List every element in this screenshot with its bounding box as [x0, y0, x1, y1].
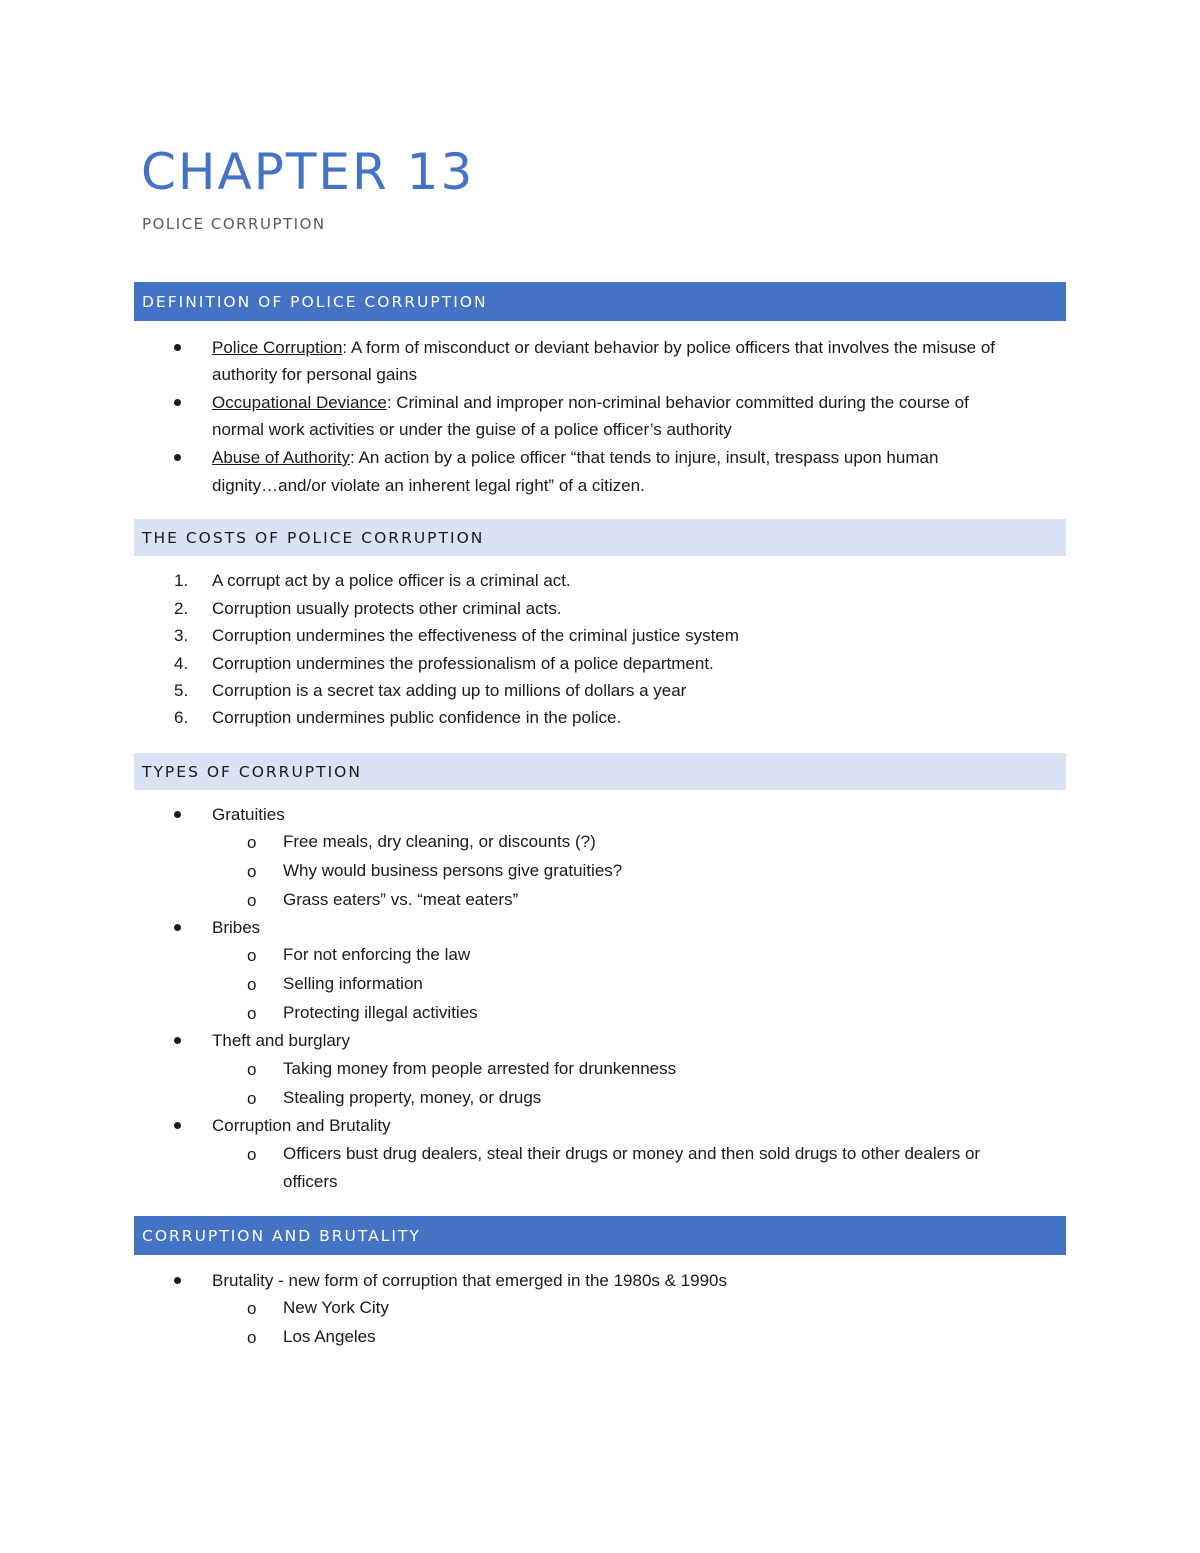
list-item: Corruption usually protects other criminal acts. — [212, 599, 562, 618]
definition-text-continued: authority for personal gains — [212, 365, 418, 384]
chapter-subtitle: POLICE CORRUPTION — [142, 215, 326, 233]
sub-bullet-icon: o — [247, 1145, 257, 1164]
list-number: 2. — [174, 599, 189, 618]
definition-item-occupational-deviance — [212, 391, 969, 415]
list-item-corruption-brutality: Corruption and Brutality — [212, 1116, 391, 1135]
list-number: 1. — [174, 571, 189, 590]
definition-text-continued: dignity…and/or violate an inherent legal right” of a citizen. — [212, 476, 645, 495]
term-label: Abuse of Authority — [212, 448, 350, 467]
bullet-icon — [174, 454, 181, 461]
definition-item-police-corruption — [212, 336, 995, 360]
section-header-brutality: CORRUPTION AND BRUTALITY — [134, 1216, 1066, 1255]
sub-bullet-icon: o — [247, 946, 257, 965]
list-number: 4. — [174, 654, 189, 673]
definition-text: : Criminal and improper non-criminal behavior committed during the course of — [386, 393, 969, 412]
list-item: Corruption is a secret tax adding up to millions of dollars a year — [212, 681, 687, 700]
sub-list-item: Why would business persons give gratuities? — [283, 861, 623, 880]
sub-bullet-icon: o — [247, 1060, 257, 1079]
sub-bullet-icon: o — [247, 1089, 257, 1108]
sub-list-item: Selling information — [283, 974, 423, 993]
sub-bullet-icon: o — [247, 891, 257, 910]
bullet-icon — [174, 1277, 181, 1284]
bullet-icon — [174, 924, 181, 931]
bullet-icon — [174, 1122, 181, 1129]
sub-list-item: Stealing property, money, or drugs — [283, 1088, 542, 1107]
bullet-icon — [174, 399, 181, 406]
sub-bullet-icon: o — [247, 862, 257, 881]
sub-bullet-icon: o — [247, 1299, 257, 1318]
sub-bullet-icon: o — [247, 1328, 257, 1347]
sub-list-item: Protecting illegal activities — [283, 1003, 478, 1022]
bullet-icon — [174, 811, 181, 818]
sub-list-item: Los Angeles — [283, 1327, 376, 1346]
section-header-types: TYPES OF CORRUPTION — [134, 753, 1066, 790]
list-item: Corruption undermines public confidence in the police. — [212, 708, 622, 727]
sub-list-item: New York City — [283, 1298, 389, 1317]
definition-text: : An action by a police officer “that tends to injure, insult, trespass upon human — [349, 448, 939, 467]
definition-item-abuse-of-authority — [212, 446, 938, 470]
term-label: Occupational Deviance — [212, 393, 387, 412]
bullet-icon — [174, 1037, 181, 1044]
sub-list-item: Grass eaters” vs. “meat eaters” — [283, 890, 519, 909]
list-item-gratuities: Gratuities — [212, 805, 285, 824]
list-number: 3. — [174, 626, 189, 645]
chapter-title: CHAPTER 13 — [141, 143, 475, 201]
list-item-theft: Theft and burglary — [212, 1031, 350, 1050]
list-item: A corrupt act by a police officer is a criminal act. — [212, 571, 571, 590]
sub-list-item: Taking money from people arrested for drunkenness — [283, 1059, 677, 1078]
section-header-costs: THE COSTS OF POLICE CORRUPTION — [134, 519, 1066, 556]
list-number: 5. — [174, 681, 189, 700]
sub-bullet-icon: o — [247, 975, 257, 994]
sub-list-item: Officers bust drug dealers, steal their drugs or money and then sold drugs to other dealers or — [283, 1144, 981, 1163]
list-item: Corruption undermines the effectiveness of the criminal justice system — [212, 626, 739, 645]
sub-bullet-icon: o — [247, 833, 257, 852]
list-item: Corruption undermines the professionalism of a police department. — [212, 654, 714, 673]
list-item-bribes: Bribes — [212, 918, 261, 937]
sub-bullet-icon: o — [247, 1004, 257, 1023]
sub-list-item-continued: officers — [283, 1172, 338, 1191]
definition-text-continued: normal work activities or under the guise of a police officer’s authority — [212, 420, 732, 439]
sub-list-item: Free meals, dry cleaning, or discounts (?) — [283, 832, 596, 851]
section-header-definition: DEFINITION OF POLICE CORRUPTION — [134, 282, 1066, 321]
list-number: 6. — [174, 708, 189, 727]
list-item-brutality: Brutality - new form of corruption that emerged in the 1980s & 1990s — [212, 1271, 727, 1290]
definition-text: : A form of misconduct or deviant behavior by police officers that involves the misuse of — [342, 338, 996, 357]
sub-list-item: For not enforcing the law — [283, 945, 471, 964]
bullet-icon — [174, 344, 181, 351]
term-label: Police Corruption — [212, 338, 343, 357]
